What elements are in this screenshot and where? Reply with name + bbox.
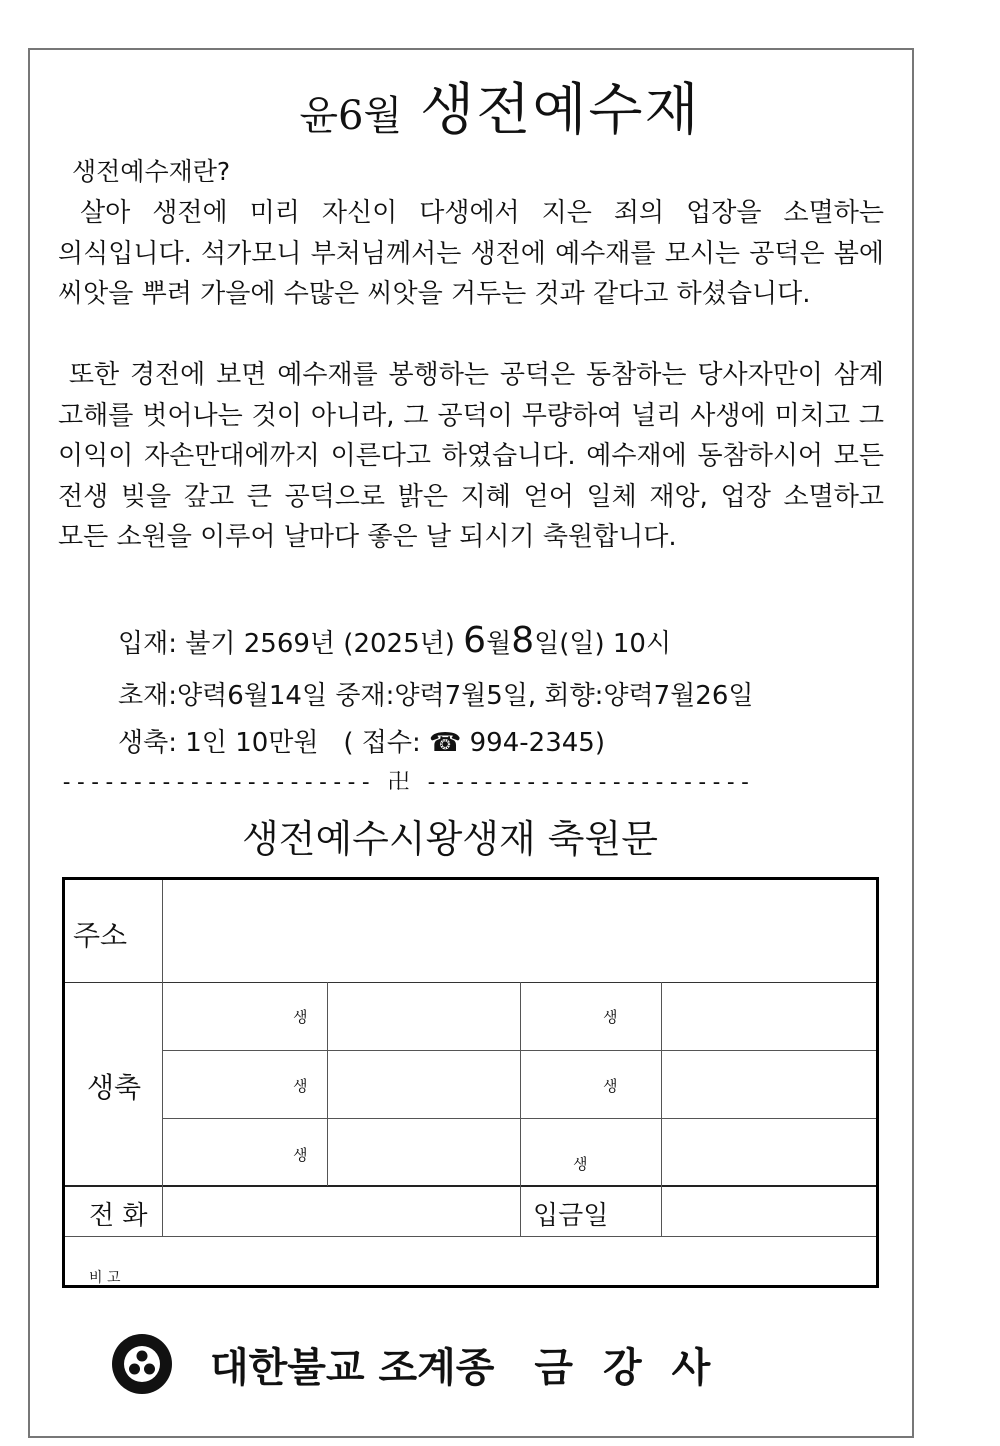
- paragraph-2-text: 또한 경전에 보면 예수재를 봉행하는 공덕은 동참하는 당사자만이 삼계 고해를 벗어나는 것이 아니라, 그 공덕이 무량하여 널리 사생에 미치고 그 이익이 자손만대에까지 이른다고 하였습니다. 예수재에 동참하시어 모든 전생 빚을 갚고 큰 공덕으로 밝은 지혜 얻어 일체 재앙, 업장 소멸하고 모든 소원을 이루어 날마다 좋은 날 되시기 축원합니다.: [58, 360, 885, 552]
- divider-dashes-left: ----------------------: [60, 770, 374, 795]
- paragraph-1-text: 살아 생전에 미리 자신이 다생에서 지은 죄의 업장을 소멸하는 의식입니다. 석가모니 부처님께서는 생전에 예수재를 모시는 공덕은 봄에 씨앗을 뿌려 가을에 수많은 씨앗을 거두는 것과 같다고 하셨습니다.: [58, 198, 884, 309]
- ipjae-label: 입재:: [118, 629, 177, 659]
- jogye-order-logo-icon: [110, 1332, 174, 1396]
- saeng-mark: 생: [293, 1146, 308, 1164]
- footer-org: [210, 1336, 740, 1393]
- intro-paragraph-2: [58, 355, 884, 558]
- form-title: 생전예수시왕생재 축원문: [242, 817, 658, 861]
- name-field[interactable]: [163, 983, 327, 1050]
- org-name: 대한불교 조계종: [210, 1345, 495, 1391]
- name-field[interactable]: [521, 983, 661, 1050]
- ceremony-dates: 초재:양력6월14일 중재:양력7월5일, 회향:양력7월26일: [118, 681, 754, 711]
- saeng-mark: 생: [573, 1155, 588, 1173]
- intro-paragraph-1: [58, 193, 884, 315]
- address-label: 주소: [73, 919, 128, 952]
- temple-name: 금강사: [534, 1345, 741, 1391]
- title-main: 생전예수재: [420, 78, 701, 143]
- contact-open: ( 접수:: [343, 728, 421, 758]
- fee-label: 생축:: [118, 728, 177, 758]
- deposit-date-label: 입금일: [533, 1201, 609, 1231]
- fee-value: 1인 10만원: [185, 728, 319, 758]
- ipjae-line: [118, 620, 671, 661]
- saeng-mark: 생: [293, 1008, 308, 1026]
- ipjae-year: 불기 2569년 (2025년): [185, 629, 455, 659]
- saeng-mark: 생: [603, 1077, 618, 1095]
- section-divider: [60, 765, 753, 796]
- ipjae-month-word: 월: [486, 629, 512, 659]
- intro-question: 생전예수재란?: [72, 157, 231, 186]
- ipjae-day-rest: 일(일) 10시: [534, 629, 672, 659]
- saeng-mark: 생: [293, 1077, 308, 1095]
- divider-dashes-right: -----------------------: [424, 770, 753, 795]
- phone-label: 전 화: [89, 1201, 148, 1231]
- ipjae-day-num: 8: [511, 620, 535, 661]
- manji-symbol: 卍: [387, 770, 411, 795]
- contact-phone: 994-2345): [469, 728, 605, 758]
- ipjae-month-num: 6: [463, 620, 487, 661]
- prayer-form-table: [62, 877, 879, 1288]
- fee-line: [118, 722, 605, 759]
- phone-icon: ☎: [428, 728, 462, 758]
- saengchuk-label: 생축: [87, 1071, 142, 1104]
- remarks-field[interactable]: [145, 1237, 875, 1285]
- phone-field[interactable]: [163, 1186, 520, 1236]
- address-field[interactable]: [163, 880, 876, 982]
- deposit-date-field[interactable]: [662, 1186, 876, 1236]
- saeng-mark: 생: [603, 1008, 618, 1026]
- remarks-label: 비 고: [89, 1270, 121, 1286]
- page-title: [0, 66, 1000, 146]
- title-month: 윤6월: [299, 93, 403, 139]
